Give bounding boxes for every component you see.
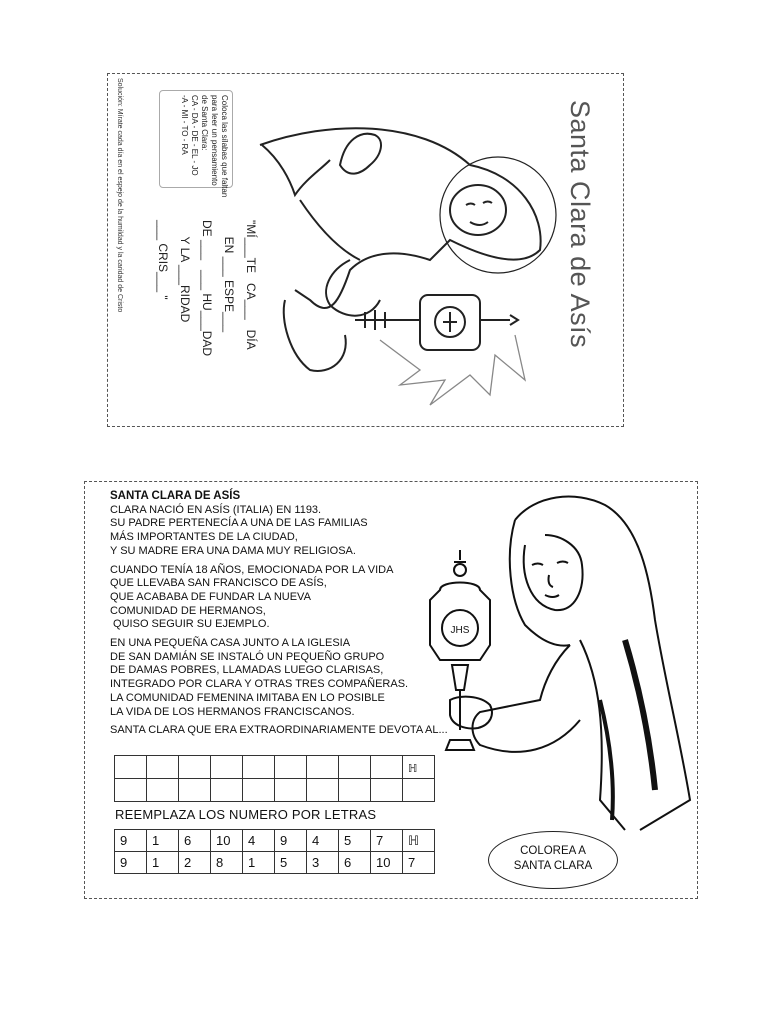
phrase-line: "MÍ___TE CA___ DÍA [244, 220, 258, 350]
story-line: SANTA CLARA QUE ERA EXTRAORDINARIAMENTE DEVOTA AL... [110, 724, 448, 737]
number-cell: 5 [275, 852, 307, 874]
number-cell: 9 [275, 830, 307, 852]
instruction-line: CA - DA - DE - EL - JO [190, 95, 199, 176]
story-line: QUISO SEGUIR SU EJEMPLO. [110, 618, 270, 631]
phrase-line: Y LA ___RIDAD [178, 220, 192, 323]
number-cell: 1 [147, 830, 179, 852]
story-line: Y SU MADRE ERA UNA DAMA MUY RELIGIOSA. [110, 544, 356, 557]
card-title: Santa Clara de Asís [565, 100, 595, 349]
story-line: SU PADRE PERTENECÍA A UNA DE LAS FAMILIAS [110, 517, 368, 530]
story-line: COMUNIDAD DE HERMANOS, [110, 604, 266, 617]
instruction-line: -A - MI - TO - RA [180, 95, 189, 155]
number-cell: 4 [307, 830, 339, 852]
number-cell: 10 [211, 830, 243, 852]
number-cell: 1 [147, 852, 179, 874]
story-line: DE DAMAS POBRES, LLAMADAS LUEGO CLARISAS, [110, 664, 384, 677]
story-line: QUE LLEVABA SAN FRANCISCO DE ASÍS, [110, 577, 327, 590]
number-cell: 5 [339, 830, 371, 852]
replace-numbers-title: REEMPLAZA LOS NUMERO POR LETRAS [115, 807, 377, 822]
number-cell: 2 [179, 852, 211, 874]
instruction-line: de Santa Clara: [200, 95, 209, 151]
story-heading: SANTA CLARA DE ASÍS [110, 490, 241, 502]
instruction-line: para leer un pensamiento [210, 95, 219, 186]
number-cell: 7 [403, 852, 435, 874]
jhs-monogram: JHS [450, 625, 470, 636]
color-label-line: COLOREA A [520, 845, 586, 857]
color-label-line: SANTA CLARA [513, 860, 593, 872]
story-line: DE SAN DAMIÁN SE INSTALÓ UN PEQUEÑO GRUPO [110, 650, 385, 663]
story-line: QUE ACABABA DE FUNDAR LA NUEVA [110, 590, 311, 603]
phrase-line: EN ___ ESPE___ [222, 220, 236, 333]
phrase-line: DE ___ ___ HU___DAD [200, 220, 214, 357]
instruction-line: Coloca las sílabas que faltan [220, 95, 229, 198]
story-line: LA VIDA DE LOS HERMANOS FRANCISCANOS. [110, 705, 355, 718]
story-line: MÁS IMPORTANTES DE LA CIUDAD, [110, 531, 298, 544]
story-line: EN UNA PEQUEÑA CASA JUNTO A LA IGLESIA [110, 637, 351, 650]
number-cell: 6 [339, 852, 371, 874]
story-line: LA COMUNIDAD FEMENINA IMITABA EN LO POSIBLE [110, 691, 385, 704]
number-cell: 3 [307, 852, 339, 874]
answer-cell-symbol: ℍ [403, 756, 435, 779]
story-line: INTEGRADO POR CLARA Y OTRAS TRES COMPAÑERAS. [110, 678, 409, 691]
number-cell: 8 [211, 852, 243, 874]
number-cell: 9 [115, 830, 147, 852]
number-cell: 10 [371, 852, 403, 874]
number-cell: 4 [243, 830, 275, 852]
number-cell: ℍ [403, 830, 435, 852]
story-line: CLARA NACIÓ EN ASÍS (ITALIA) EN 1193. [110, 503, 322, 516]
story-line: CUANDO TENÍA 18 AÑOS, EMOCIONADA POR LA VIDA [110, 563, 394, 576]
number-cell: 1 [243, 852, 275, 874]
number-cell: 6 [179, 830, 211, 852]
number-cell: 7 [371, 830, 403, 852]
number-cell: 9 [115, 852, 147, 874]
solution-text: Solución: Mírate cada día en el espejo de la humildad y la caridad de Cristo [116, 78, 123, 313]
phrase-line: ___ CRIS___ " [156, 220, 170, 300]
